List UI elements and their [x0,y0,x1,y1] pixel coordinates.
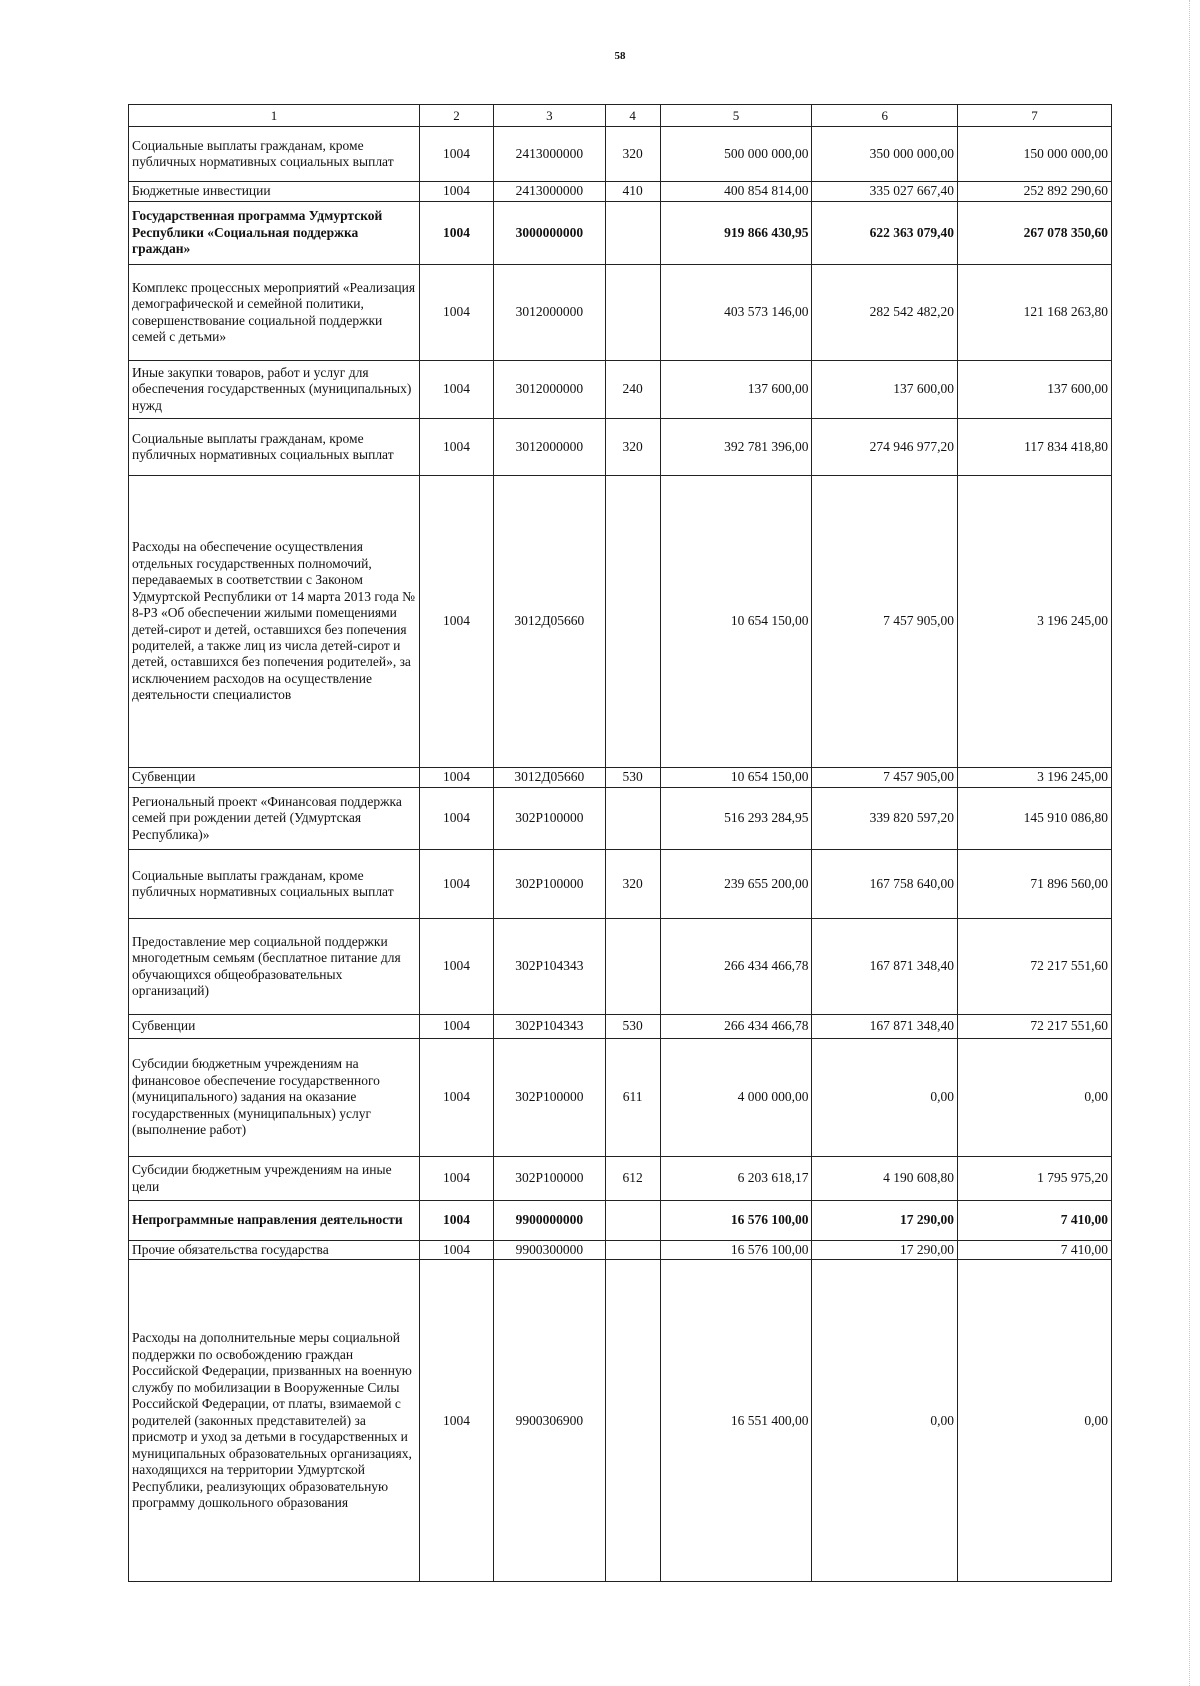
row-amount-6: 4 190 608,80 [812,1157,958,1201]
row-amount-5: 239 655 200,00 [660,850,812,919]
row-expense-type: 320 [605,850,660,919]
row-amount-7: 117 834 418,80 [957,419,1111,476]
row-section: 1004 [420,919,494,1015]
table-row [129,1039,1112,1157]
row-section: 1004 [420,476,494,768]
row-name: Субсидии бюджетным учреждениям на иные цели [129,1157,420,1201]
row-name: Региональный проект «Финансовая поддержка семей при рождении детей (Удмуртская Республика)» [129,788,420,850]
row-amount-6: 17 290,00 [812,1201,958,1241]
row-expense-type [605,919,660,1015]
row-section: 1004 [420,1157,494,1201]
header-cell: 5 [660,105,812,127]
row-expense-type [605,1201,660,1241]
row-amount-7: 72 217 551,60 [957,919,1111,1015]
row-expense-type [605,788,660,850]
row-section: 1004 [420,1015,494,1039]
row-section: 1004 [420,127,494,182]
row-amount-7: 0,00 [957,1039,1111,1157]
row-name: Бюджетные инвестиции [129,182,420,202]
header-row [129,105,1112,127]
row-amount-6: 335 027 667,40 [812,182,958,202]
row-name: Субвенции [129,1015,420,1039]
row-section: 1004 [420,1201,494,1241]
table-row [129,768,1112,788]
table-row [129,1241,1112,1260]
row-expense-type [605,1241,660,1260]
row-expense-type: 612 [605,1157,660,1201]
row-amount-5: 6 203 618,17 [660,1157,812,1201]
row-expense-type: 530 [605,1015,660,1039]
header-cell: 6 [812,105,958,127]
table-row [129,1260,1112,1582]
row-name: Социальные выплаты гражданам, кроме публичных нормативных социальных выплат [129,850,420,919]
row-amount-6: 350 000 000,00 [812,127,958,182]
row-target-article: 3012Д05660 [493,768,605,788]
row-amount-7: 145 910 086,80 [957,788,1111,850]
table-row [129,182,1112,202]
row-target-article: 3012000000 [493,419,605,476]
row-amount-5: 392 781 396,00 [660,419,812,476]
row-target-article: 302Р100000 [493,788,605,850]
row-amount-5: 400 854 814,00 [660,182,812,202]
row-amount-7: 71 896 560,00 [957,850,1111,919]
row-target-article: 3000000000 [493,202,605,265]
row-section: 1004 [420,202,494,265]
row-expense-type [605,265,660,361]
row-amount-5: 516 293 284,95 [660,788,812,850]
row-name: Комплекс процессных мероприятий «Реализация демографической и семейной политики, совершенствование социальной поддержки семей с детьми» [129,265,420,361]
row-amount-7: 1 795 975,20 [957,1157,1111,1201]
row-name: Расходы на дополнительные меры социальной поддержки по освобождению граждан Российской Федерации, призванных на военную службу по мобилизации в Вооруженные Силы Российской Федерации, от платы, взимаемой с родителей (законных представителей) за присмотр и уход за детьми в государственных и муниципальных образовательных организациях, находящихся на территории Удмуртской Республики, реализующих образовательную программу дошкольного образования [129,1260,420,1582]
row-amount-7: 3 196 245,00 [957,768,1111,788]
row-target-article: 302Р104343 [493,1015,605,1039]
table-row [129,919,1112,1015]
row-section: 1004 [420,1260,494,1582]
row-name: Непрограммные направления деятельности [129,1201,420,1241]
row-amount-5: 137 600,00 [660,361,812,419]
row-section: 1004 [420,768,494,788]
row-amount-7: 267 078 350,60 [957,202,1111,265]
table-row [129,1201,1112,1241]
row-name: Социальные выплаты гражданам, кроме публичных нормативных социальных выплат [129,127,420,182]
row-amount-5: 16 576 100,00 [660,1241,812,1260]
row-target-article: 3012000000 [493,361,605,419]
row-name: Субвенции [129,768,420,788]
row-amount-7: 252 892 290,60 [957,182,1111,202]
row-section: 1004 [420,1039,494,1157]
row-section: 1004 [420,361,494,419]
row-amount-6: 167 871 348,40 [812,1015,958,1039]
row-name: Расходы на обеспечение осуществления отдельных государственных полномочий, передаваемых в соответствии с Законом Удмуртской Республики от 14 марта 2013 года № 8-РЗ «Об обеспечении жилыми помещениями детей-сирот и детей, оставшихся без попечения родителей, а также лиц из числа детей-сирот и детей, оставшихся без попечения родителей», за исключением расходов на осуществление деятельности специалистов [129,476,420,768]
row-name: Предоставление мер социальной поддержки многодетным семьям (бесплатное питание для обучающихся общеобразовательных организаций) [129,919,420,1015]
row-target-article: 302Р100000 [493,1039,605,1157]
table-row [129,476,1112,768]
budget-table [128,104,1112,1582]
row-name: Прочие обязательства государства [129,1241,420,1260]
row-section: 1004 [420,182,494,202]
row-amount-6: 7 457 905,00 [812,476,958,768]
scan-edge-artifact [1189,0,1194,1686]
table-row [129,1157,1112,1201]
table-row [129,361,1112,419]
row-amount-7: 137 600,00 [957,361,1111,419]
row-amount-6: 17 290,00 [812,1241,958,1260]
header-cell: 7 [957,105,1111,127]
row-amount-5: 10 654 150,00 [660,476,812,768]
row-amount-7: 72 217 551,60 [957,1015,1111,1039]
row-target-article: 302Р100000 [493,1157,605,1201]
row-amount-5: 16 576 100,00 [660,1201,812,1241]
row-target-article: 9900000000 [493,1201,605,1241]
row-amount-6: 167 758 640,00 [812,850,958,919]
table-row [129,419,1112,476]
page-number: 58 [614,50,626,62]
row-amount-7: 0,00 [957,1260,1111,1582]
row-expense-type: 410 [605,182,660,202]
row-target-article: 3012000000 [493,265,605,361]
header-cell: 1 [129,105,420,127]
row-expense-type [605,1260,660,1582]
row-amount-7: 7 410,00 [957,1241,1111,1260]
row-name: Субсидии бюджетным учреждениям на финансовое обеспечение государственного (муниципального) задания на оказание государственных (муниципальных) услуг (выполнение работ) [129,1039,420,1157]
row-expense-type [605,202,660,265]
row-name: Государственная программа Удмуртской Республики «Социальная поддержка граждан» [129,202,420,265]
row-target-article: 9900306900 [493,1260,605,1582]
row-amount-5: 266 434 466,78 [660,1015,812,1039]
header-cell: 2 [420,105,494,127]
row-amount-6: 339 820 597,20 [812,788,958,850]
row-target-article: 9900300000 [493,1241,605,1260]
row-amount-6: 137 600,00 [812,361,958,419]
row-amount-5: 500 000 000,00 [660,127,812,182]
row-section: 1004 [420,419,494,476]
table-row [129,788,1112,850]
row-amount-6: 282 542 482,20 [812,265,958,361]
table-row [129,265,1112,361]
row-expense-type [605,476,660,768]
row-amount-5: 16 551 400,00 [660,1260,812,1582]
header-cell: 3 [493,105,605,127]
row-name: Социальные выплаты гражданам, кроме публичных нормативных социальных выплат [129,419,420,476]
table-row [129,127,1112,182]
table-row [129,850,1112,919]
row-section: 1004 [420,850,494,919]
header-cell: 4 [605,105,660,127]
row-target-article: 302Р104343 [493,919,605,1015]
row-amount-6: 622 363 079,40 [812,202,958,265]
row-expense-type: 611 [605,1039,660,1157]
row-amount-6: 0,00 [812,1039,958,1157]
row-amount-6: 0,00 [812,1260,958,1582]
row-expense-type: 530 [605,768,660,788]
row-expense-type: 240 [605,361,660,419]
row-amount-6: 274 946 977,20 [812,419,958,476]
row-amount-7: 150 000 000,00 [957,127,1111,182]
table-row [129,1015,1112,1039]
row-section: 1004 [420,265,494,361]
row-expense-type: 320 [605,419,660,476]
row-target-article: 2413000000 [493,127,605,182]
row-target-article: 302Р100000 [493,850,605,919]
row-amount-6: 167 871 348,40 [812,919,958,1015]
row-section: 1004 [420,1241,494,1260]
row-section: 1004 [420,788,494,850]
row-amount-6: 7 457 905,00 [812,768,958,788]
row-amount-7: 121 168 263,80 [957,265,1111,361]
table-row [129,202,1112,265]
row-target-article: 3012Д05660 [493,476,605,768]
row-expense-type: 320 [605,127,660,182]
row-amount-5: 10 654 150,00 [660,768,812,788]
row-amount-7: 7 410,00 [957,1201,1111,1241]
row-amount-5: 266 434 466,78 [660,919,812,1015]
row-target-article: 2413000000 [493,182,605,202]
row-amount-5: 4 000 000,00 [660,1039,812,1157]
row-amount-5: 919 866 430,95 [660,202,812,265]
row-amount-5: 403 573 146,00 [660,265,812,361]
row-amount-7: 3 196 245,00 [957,476,1111,768]
row-name: Иные закупки товаров, работ и услуг для обеспечения государственных (муниципальных) нужд [129,361,420,419]
